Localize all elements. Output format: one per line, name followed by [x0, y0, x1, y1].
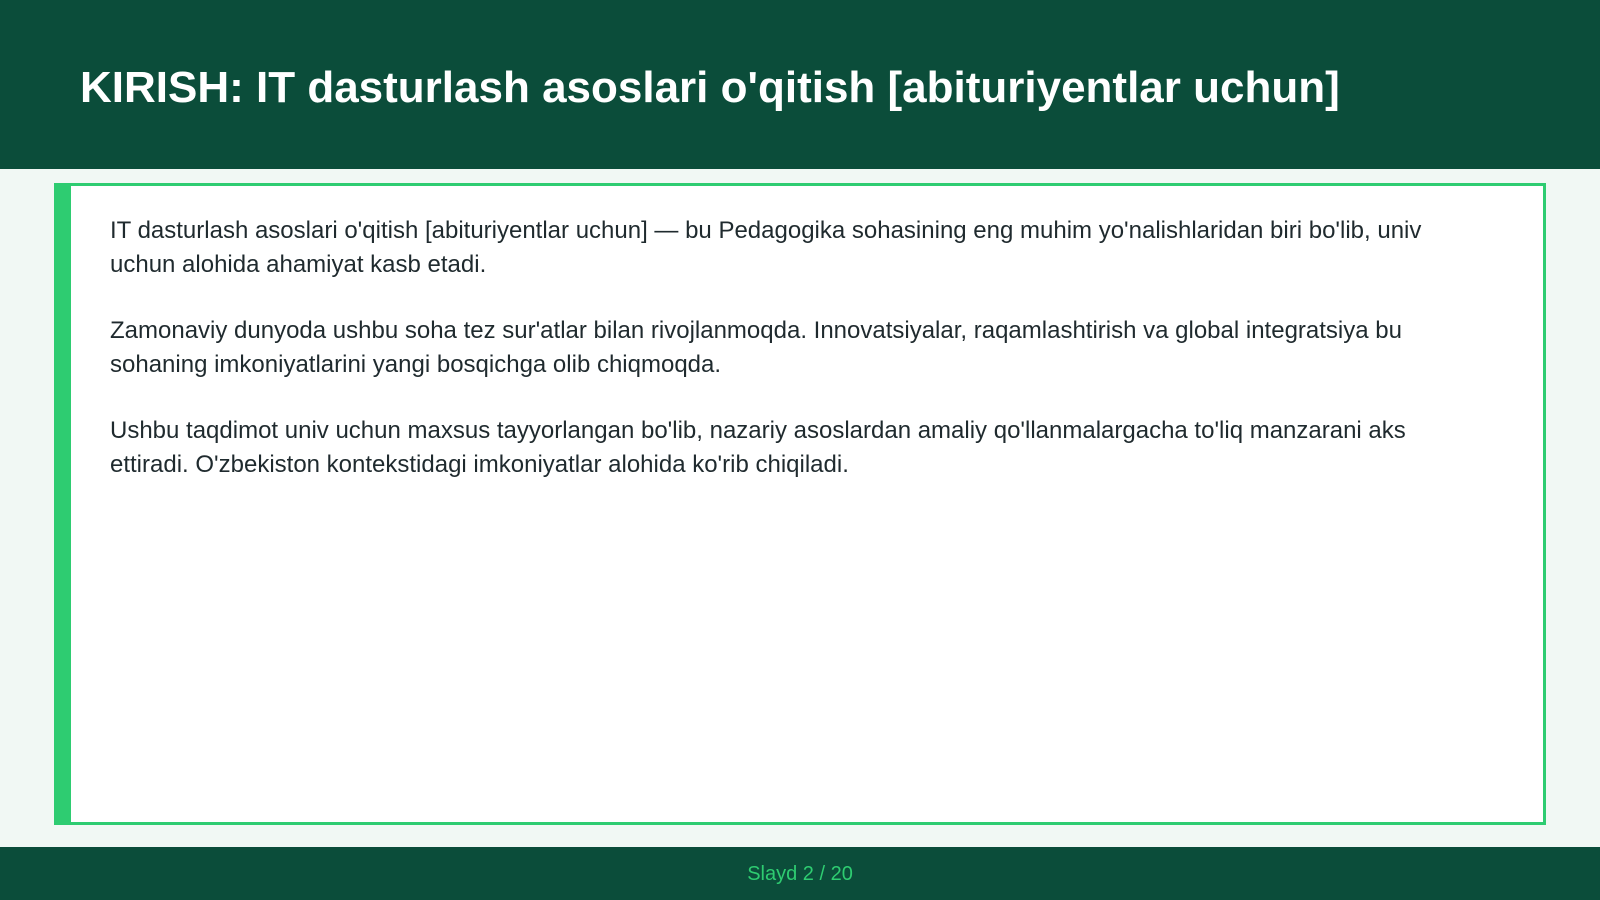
slide-counter: Slayd 2 / 20	[747, 863, 853, 885]
paragraph-presentation: Ushbu taqdimot univ uchun maxsus tayyorlangan bo'lib, nazariy asoslardan amaliy qo'llanmalargacha to'liq manzarani aks ettiradi. O'zbekiston kontekstidagi imkoniyatlar alohida ko'rib chiqiladi.	[110, 417, 1406, 478]
slide-title: KIRISH: IT dasturlash asoslari o'qitish [abituriyentlar uchun]	[80, 63, 1340, 112]
paragraph-intro: IT dasturlash asoslari o'qitish [abituriyentlar uchun] — bu Pedagogika sohasining eng muhim yo'nalishlaridan biri bo'lib, univ uchun alohida ahamiyat kasb etadi.	[110, 217, 1422, 278]
paragraph-development: Zamonaviy dunyoda ushbu soha tez sur'atlar bilan rivojlanmoqda. Innovatsiyalar, raqamlashtirish va global integratsiya bu sohaning imkoniyatlarini yangi bosqichga olib chiqmoqda.	[110, 317, 1402, 378]
content-card	[54, 183, 1546, 825]
content-text	[110, 214, 1490, 514]
slide-footer	[0, 847, 1600, 900]
slide-header	[0, 0, 1600, 169]
